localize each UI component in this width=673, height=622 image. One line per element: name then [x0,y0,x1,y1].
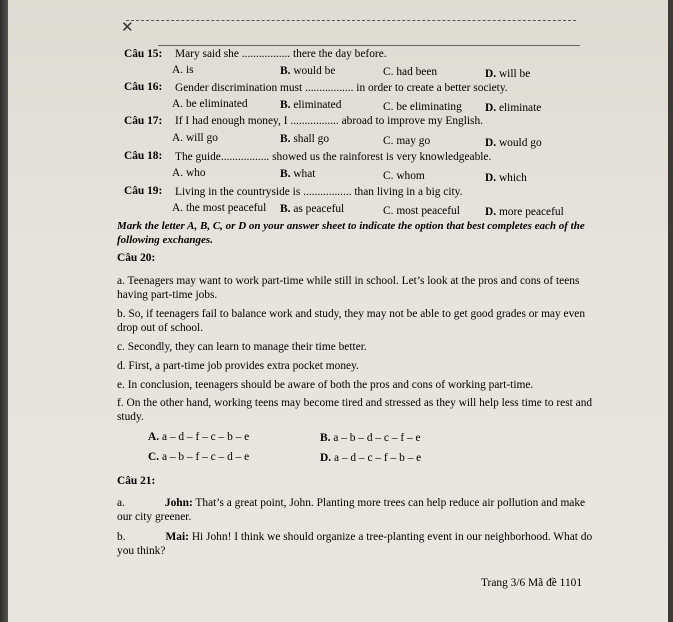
question-stem: Mary said she ................. there the day before. [175,48,387,60]
option-b[interactable]: B. shall go [280,133,330,145]
option-a[interactable]: A. a – d – f – c – b – e [148,431,250,443]
option-c[interactable]: C. a – b – f – c – d – e [148,451,250,463]
question-label: Câu 20: [117,252,156,264]
option-d[interactable]: D. which [485,172,527,184]
option-d[interactable]: D. more peaceful [485,206,564,218]
sentence-a: a. Teenagers may want to work part-time while still in school. Let’s look at the pros and cons of teens having part-time jobs. [117,275,580,301]
option-b[interactable]: B. would be [280,65,336,77]
divider-line [158,45,580,46]
option-c[interactable]: C. be eliminating [383,101,462,113]
option-c[interactable]: C. most peaceful [383,205,460,217]
exchange-line-b: b. Mai: Hi John! I think we should organize a tree-planting event in our neighborhood. What do you think? [117,531,593,557]
option-b[interactable]: B. as peaceful [280,203,345,215]
previous-content-line [126,20,576,22]
exchange-line-a: a. John: That’s a great point, John. Planting more trees can help reduce air pollution and make our city greener. [117,497,586,523]
question-stem: Living in the countryside is ................. than living in a big city. [175,186,463,198]
sentence-e: e. In conclusion, teenagers should be aware of both the pros and cons of working part-time. [117,379,534,391]
question-label: Câu 17: [124,115,163,127]
option-c[interactable]: C. whom [383,170,425,182]
question-stem: If I had enough money, I ................. abroad to improve my English. [175,115,484,127]
option-b[interactable]: B. what [280,168,316,180]
question-label: Câu 21: [117,475,156,487]
cross-mark-icon: ✕ [121,20,134,36]
option-d[interactable]: D. eliminate [485,102,542,114]
option-b[interactable]: B. eliminated [280,99,342,111]
option-c[interactable]: C. had been [383,66,438,78]
page-footer: Trang 3/6 Mã đề 1101 [481,577,583,589]
sentence-f: f. On the other hand, working teens may become tired and stressed as they will help less time to rest and study. [117,397,593,423]
option-a[interactable]: A. will go [172,132,218,144]
sentence-b: b. So, if teenagers fail to balance work and study, they may not be able to get good grades or may even drop out of school. [117,308,586,334]
option-a[interactable]: A. be eliminated [172,98,248,110]
sentence-d: d. First, a part-time job provides extra pocket money. [117,360,359,372]
question-label: Câu 16: [124,81,163,93]
question-label: Câu 19: [124,185,163,197]
option-a[interactable]: A. is [172,64,194,76]
option-a[interactable]: A. who [172,167,206,179]
section-instruction: Mark the letter A, B, C, or D on your answer sheet to indicate the option that best completes each of the following exchanges. [117,220,585,246]
option-b[interactable]: B. a – b – d – c – f – e [320,432,421,444]
option-d[interactable]: D. a – d – c – f – b – e [320,452,422,464]
question-stem: The guide................. showed us the rainforest is very knowledgeable. [175,151,492,163]
option-d[interactable]: D. would go [485,137,542,149]
sentence-c: c. Secondly, they can learn to manage their time better. [117,341,367,353]
option-a[interactable]: A. the most peaceful [172,202,267,214]
question-label: Câu 18: [124,150,163,162]
question-stem: Gender discrimination must ................. in order to create a better society. [175,82,508,94]
option-c[interactable]: C. may go [383,135,431,147]
background-edge [0,0,8,622]
question-label: Câu 15: [124,48,163,60]
option-d[interactable]: D. will be [485,68,531,80]
